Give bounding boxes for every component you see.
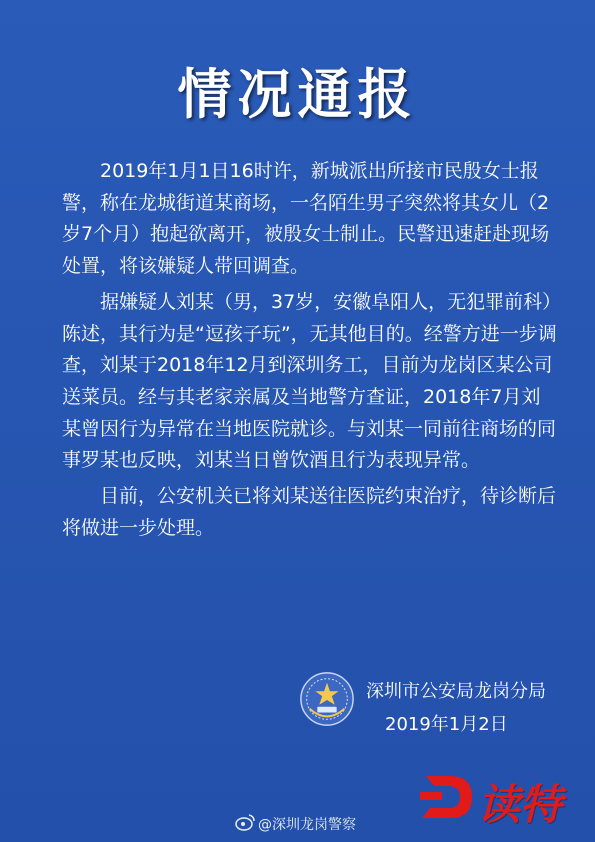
weibo-watermark — [232, 814, 356, 834]
paragraph-3: 目前，公安机关已将刘某送往医院约束治疗，待诊断后将做进一步处理。 — [62, 485, 557, 539]
notice-title: 情况通报 — [177, 63, 418, 126]
notice-body — [62, 156, 558, 544]
dudu-watermark — [420, 770, 563, 829]
paragraph-1: 2019年1月1日16时许，新城派出所接市民殷女士报警，称在龙城街道某商场，一名陌生男子突然将其女儿（2岁7个月）抱起欲离开，被殷女士制止。民警迅速赶赴现场处置，将该嫌疑人带回调查。 — [62, 160, 550, 278]
paragraph-2: 据嫌疑人刘某（男，37岁，安徽阜阳人，无犯罪前科）陈述，其行为是“逗孩子玩”，无其他目的。经警方进一步调查，刘某于2018年12月到深圳务工，目前为龙岗区某公司送菜员。经与其老家亲属及当地警方查证，2018年7月刘某曾因行为异常在当地医院就诊。与刘某一同前往商场的同事罗某也反映，刘某当日曾饮酒且行为表现异常。 — [62, 290, 557, 472]
dudu-text: 读特 — [478, 780, 563, 829]
weibo-handle: @深圳龙岗警察 — [258, 817, 356, 833]
issue-date: 2019年1月2日 — [385, 714, 508, 735]
police-emblem-icon — [298, 670, 356, 728]
dudu-logo-icon — [420, 770, 476, 824]
issuing-org: 深圳市公安局龙岗分局 — [366, 681, 546, 702]
